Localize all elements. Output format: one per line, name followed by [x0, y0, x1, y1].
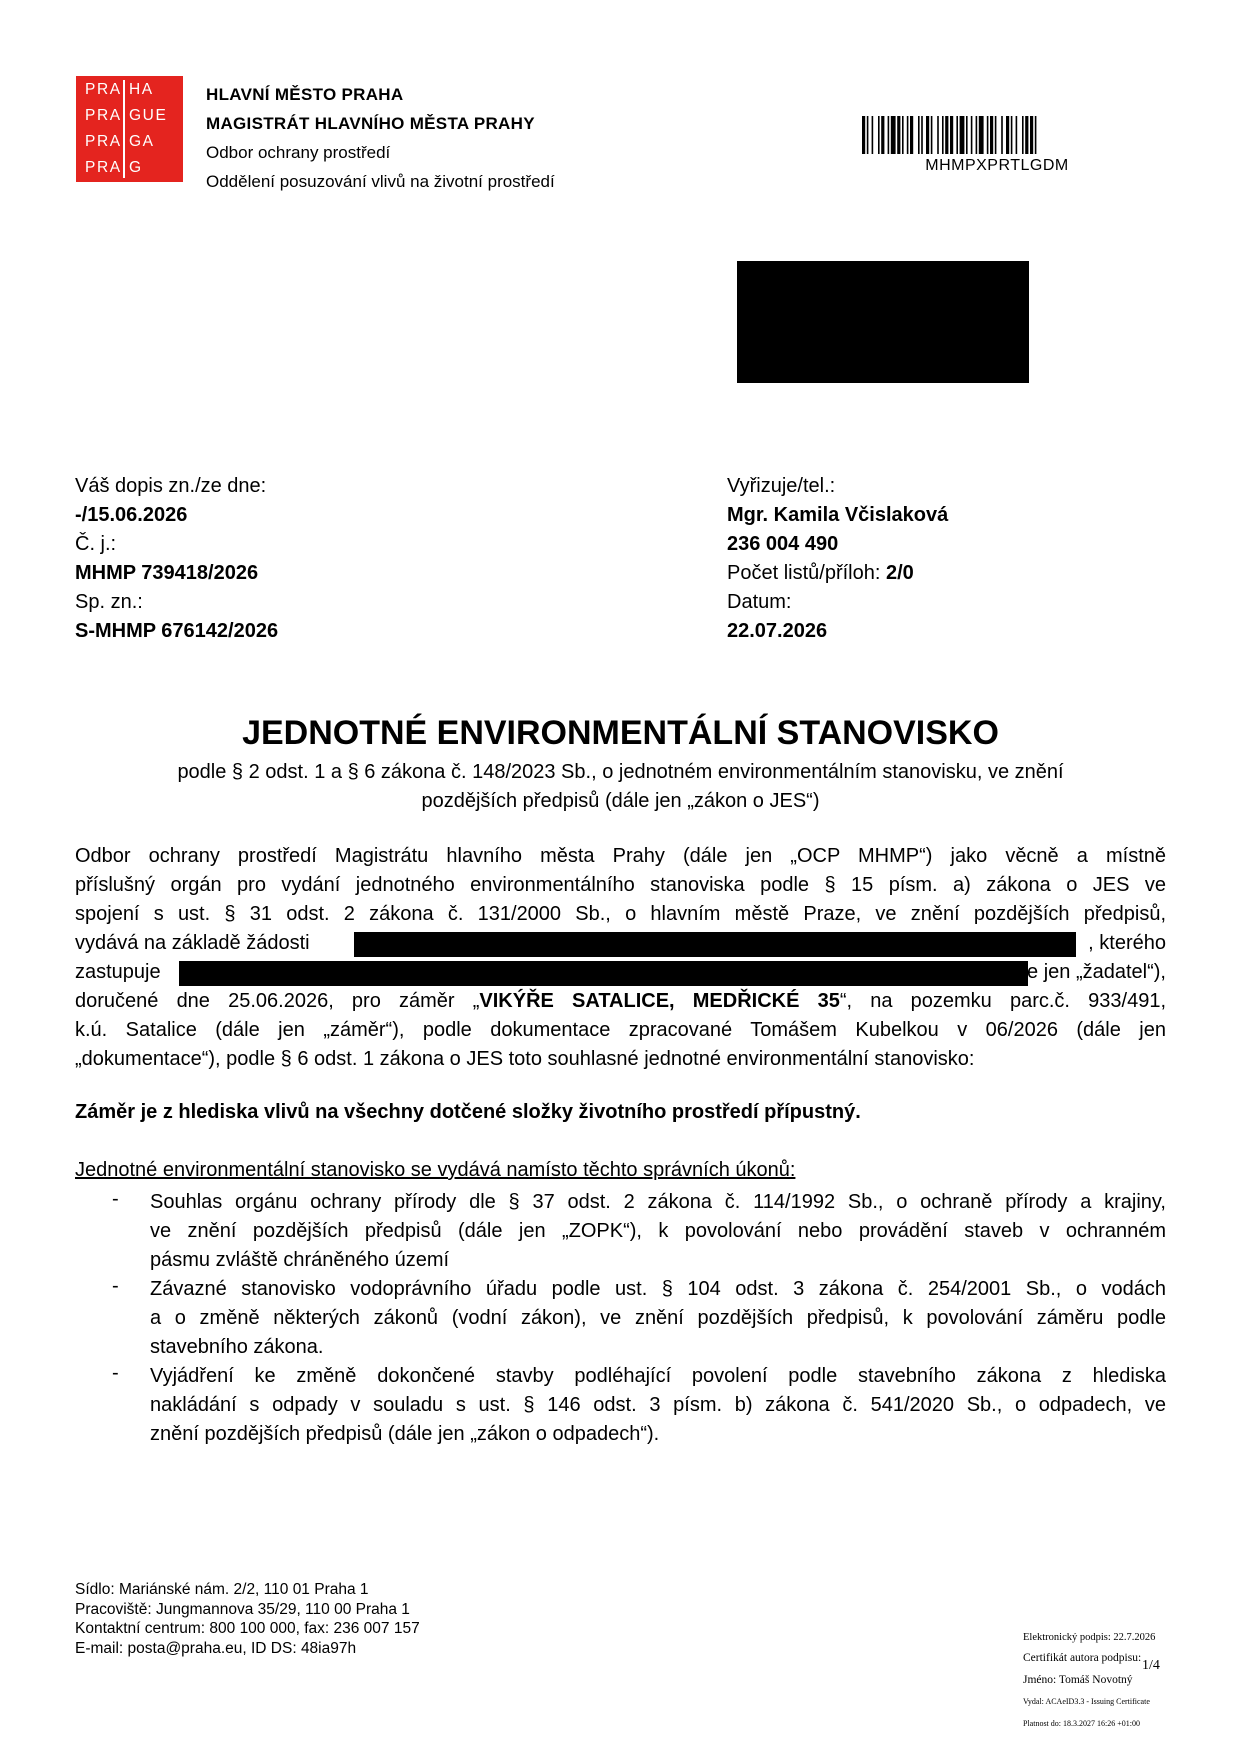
logo-text: GUE — [129, 107, 168, 124]
logo-row — [76, 77, 183, 104]
ref-label: Počet listů/příloh: — [727, 562, 886, 584]
esig-line: Jméno: Tomáš Novotný — [1023, 1674, 1133, 1686]
logo-text: PRA — [85, 133, 122, 150]
list-item — [150, 1362, 1166, 1449]
subtitle-line: podle § 2 odst. 1 a § 6 zákona č. 148/2023 Sb., o jednotném environmentálním stanovisku, ve znění — [177, 761, 1064, 783]
ref-value: 236 004 490 — [727, 533, 839, 555]
electronic-signature — [1023, 1628, 1223, 1735]
logo-text: PRA — [85, 81, 122, 98]
ref-value: -/15.06.2026 — [75, 504, 188, 526]
ref-value: MHMP 739418/2026 — [75, 562, 259, 584]
body-text: zastupuje — [75, 961, 161, 983]
list-item — [150, 1275, 1166, 1362]
esig-line: Platnost do: 18.3.2027 16:26 +01:00 — [1023, 1719, 1140, 1728]
footer-line: E-mail: posta@praha.eu, ID DS: 48ia97h — [75, 1639, 357, 1657]
body-line — [75, 958, 1166, 987]
logo-text: GA — [129, 133, 155, 150]
header-city: HLAVNÍ MĚSTO PRAHA — [206, 85, 404, 104]
ref-label: Sp. zn.: — [75, 591, 143, 613]
list-dash: - — [112, 1275, 119, 1297]
list-item-line: Závazné stanovisko vodoprávního úřadu podle ust. § 104 odst. 3 zákona č. 254/2001 Sb., o vodách — [150, 1278, 1166, 1300]
reference-left — [75, 472, 278, 646]
list-item-line: ve znění pozdějších předpisů (dále jen „ZOPK“), k povolování nebo provádění staveb v ochranném — [150, 1220, 1166, 1242]
body-paragraph — [75, 842, 1166, 1082]
body-text: , kterého — [1088, 932, 1166, 954]
ref-count — [727, 559, 948, 588]
logo-text: HA — [129, 81, 154, 98]
redacted-representative — [179, 961, 1028, 986]
logo-row — [76, 155, 183, 182]
header-section: Oddělení posuzování vlivů na životní prostředí — [206, 172, 555, 191]
ref-label: Vyřizuje/tel.: — [727, 475, 836, 497]
ref-value: 2/0 — [885, 562, 914, 584]
list-heading: Jednotné environmentální stanovisko se vydává namísto těchto správních úkonů: — [75, 1159, 796, 1181]
ref-label: Č. j.: — [75, 533, 117, 555]
ref-value: 22.07.2026 — [727, 620, 828, 642]
list-dash: - — [112, 1188, 119, 1210]
esig-line: Vydal: ACAeID3.3 - Issuing Certificate — [1023, 1697, 1150, 1706]
body-text: “, na pozemku parc.č. 933/491, — [839, 990, 1167, 1012]
logo-row — [76, 103, 183, 130]
ref-value: S-MHMP 676142/2026 — [75, 620, 279, 642]
header-department: Odbor ochrany prostředí — [206, 143, 391, 162]
project-name: VIKÝŘE SATALICE, MEDŘICKÉ 35 — [479, 990, 840, 1012]
list-item-line: znění pozdějších předpisů (dále jen „zákon o odpadech“). — [150, 1423, 660, 1445]
list-item-line: a o změně některých zákonů (vodní zákon), ve znění pozdějších předpisů, k povolování záměru podle — [150, 1307, 1166, 1329]
document-subtitle — [110, 758, 1131, 816]
subtitle-line: pozdějších předpisů (dále jen „zákon o JES“) — [421, 790, 820, 812]
redacted-applicant — [354, 932, 1076, 957]
logo-row — [76, 129, 183, 156]
verdict: Záměr je z hlediska vlivů na všechny dotčené složky životního prostředí přípustný. — [75, 1101, 861, 1123]
ref-value: Mgr. Kamila Včislaková — [727, 504, 949, 526]
body-line — [75, 987, 1166, 1016]
esig-line: Elektronický podpis: 22.7.2026 — [1023, 1632, 1156, 1643]
barcode-text: MHMPXPRTLGDM — [925, 157, 1069, 174]
list-item-line: Vyjádření ke změně dokončené stavby podléhající povolení podle stavebního zákona z hlediska — [150, 1365, 1166, 1387]
footer-line: Pracoviště: Jungmannova 35/29, 110 00 Praha 1 — [75, 1600, 410, 1618]
footer-line: Kontaktní centrum: 800 100 000, fax: 236 007 157 — [75, 1620, 420, 1637]
list-item-line: pásmu zvláště chráněného území — [150, 1249, 450, 1271]
list-item-line: stavebního zákona. — [150, 1336, 324, 1358]
body-text: vydává na základě žádosti — [75, 932, 310, 954]
page-number: 1/4 — [1142, 1658, 1160, 1673]
body-line: spojení s ust. § 31 odst. 2 zákona č. 131/2000 Sb., o hlavním městě Praze, ve znění pozdějších předpisů, — [75, 903, 1166, 925]
body-line: Odbor ochrany prostředí Magistrátu hlavního města Prahy (dále jen „OCP MHMP“) jako věcně a místně — [75, 845, 1166, 867]
list-item — [150, 1188, 1166, 1275]
list-item-line: Souhlas orgánu ochrany přírody dle § 37 odst. 2 zákona č. 114/1992 Sb., o ochraně přírody a krajiny, — [150, 1191, 1166, 1213]
body-text: (dále jen „žadatel“), — [993, 961, 1166, 983]
logo-text: PRA — [85, 159, 122, 176]
body-line: „dokumentace“), podle § 6 odst. 1 zákona o JES toto souhlasné jednotné environmentální stanovisko: — [75, 1048, 975, 1070]
ref-label: Datum: — [727, 591, 792, 613]
logo-text: G — [129, 159, 143, 176]
body-line: příslušný orgán pro vydání jednotného environmentálního stanoviska podle § 15 písm. a) zákona o JES ve — [75, 874, 1166, 896]
body-line: k.ú. Satalice (dále jen „záměr“), podle dokumentace zpracované Tomášem Kubelkou v 06/2026 (dále jen — [75, 1019, 1166, 1041]
list-item-line: nakládání s odpady v souladu s ust. § 146 odst. 3 písm. b) zákona č. 541/2020 Sb., o odpadech, ve — [150, 1394, 1166, 1416]
header-magistrate: MAGISTRÁT HLAVNÍHO MĚSTA PRAHY — [206, 114, 535, 133]
footer-line: Sídlo: Mariánské nám. 2/2, 110 01 Praha 1 — [75, 1581, 369, 1598]
document-title: JEDNOTNÉ ENVIRONMENTÁLNÍ STANOVISKO — [242, 714, 999, 752]
barcode — [862, 116, 1132, 154]
reference-right — [727, 472, 948, 646]
footer-contact — [75, 1580, 420, 1658]
redacted-address — [737, 261, 1029, 383]
ref-label: Váš dopis zn./ze dne: — [75, 475, 267, 497]
body-line — [75, 929, 1166, 958]
body-text: doručené dne 25.06.2026, pro záměr „ — [75, 990, 480, 1012]
list-dash: - — [112, 1362, 119, 1384]
esig-line: Certifikát autora podpisu: — [1023, 1652, 1142, 1664]
praha-logo — [76, 76, 183, 182]
logo-text: PRA — [85, 107, 122, 124]
